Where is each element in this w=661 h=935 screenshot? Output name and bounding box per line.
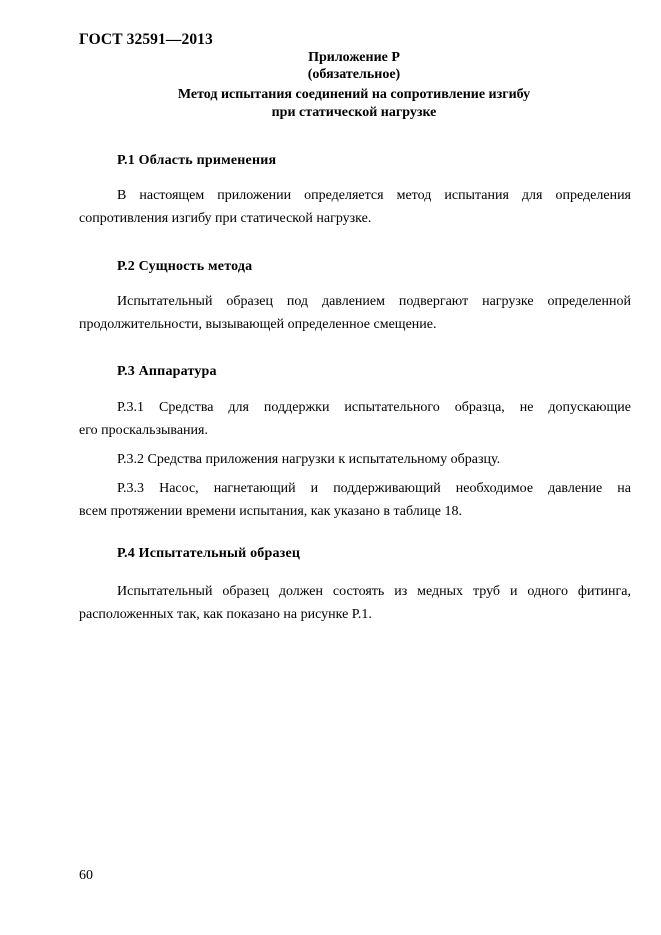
paragraph-line: В настоящем приложении определяется метод испытания для определения	[117, 188, 631, 203]
paragraph-line: его проскальзывания.	[79, 423, 208, 438]
appendix-name-line2: при статической нагрузке	[271, 105, 437, 120]
standard-code: ГОСТ 32591—2013	[79, 31, 213, 48]
section-p3-item2	[79, 448, 631, 471]
appendix-status: (обязательное)	[307, 67, 401, 82]
appendix-name-line1: Метод испытания соединений на сопротивление изгибу	[177, 87, 531, 102]
page-number: 60	[79, 868, 93, 883]
section-p3-item3	[79, 477, 631, 523]
paragraph-line: расположенных так, как показано на рисунке Р.1.	[79, 607, 372, 622]
paragraph-line: Р.3.3 Насос, нагнетающий и поддерживающий необходимое давление на	[117, 481, 631, 496]
paragraph-line: сопротивления изгибу при статической нагрузке.	[79, 211, 372, 226]
paragraph-line: Испытательный образец под давлением подвергают нагрузке определенной	[117, 294, 631, 309]
paragraph-line: Р.3.2 Средства приложения нагрузки к испытательному образцу.	[117, 452, 501, 467]
section-title-p4: Р.4 Испытательный образец	[117, 546, 301, 561]
paragraph-line: продолжительности, вызывающей определенное смещение.	[79, 317, 437, 332]
section-p3-item1	[79, 396, 631, 442]
section-p2-paragraph	[79, 290, 631, 336]
section-title-p1: Р.1 Область применения	[117, 153, 277, 168]
section-p1-paragraph	[79, 184, 631, 230]
paragraph-line: всем протяжении времени испытания, как указано в таблице 18.	[79, 504, 462, 519]
paragraph-line: Испытательный образец должен состоять из медных труб и одного фитинга,	[117, 584, 631, 599]
paragraph-line: Р.3.1 Средства для поддержки испытательного образца, не допускающие	[117, 400, 631, 415]
section-title-p3: Р.3 Аппаратура	[117, 364, 217, 379]
appendix-title: Приложение Р	[308, 50, 400, 65]
section-title-p2: Р.2 Сущность метода	[117, 259, 253, 274]
section-p4-paragraph	[79, 580, 631, 626]
